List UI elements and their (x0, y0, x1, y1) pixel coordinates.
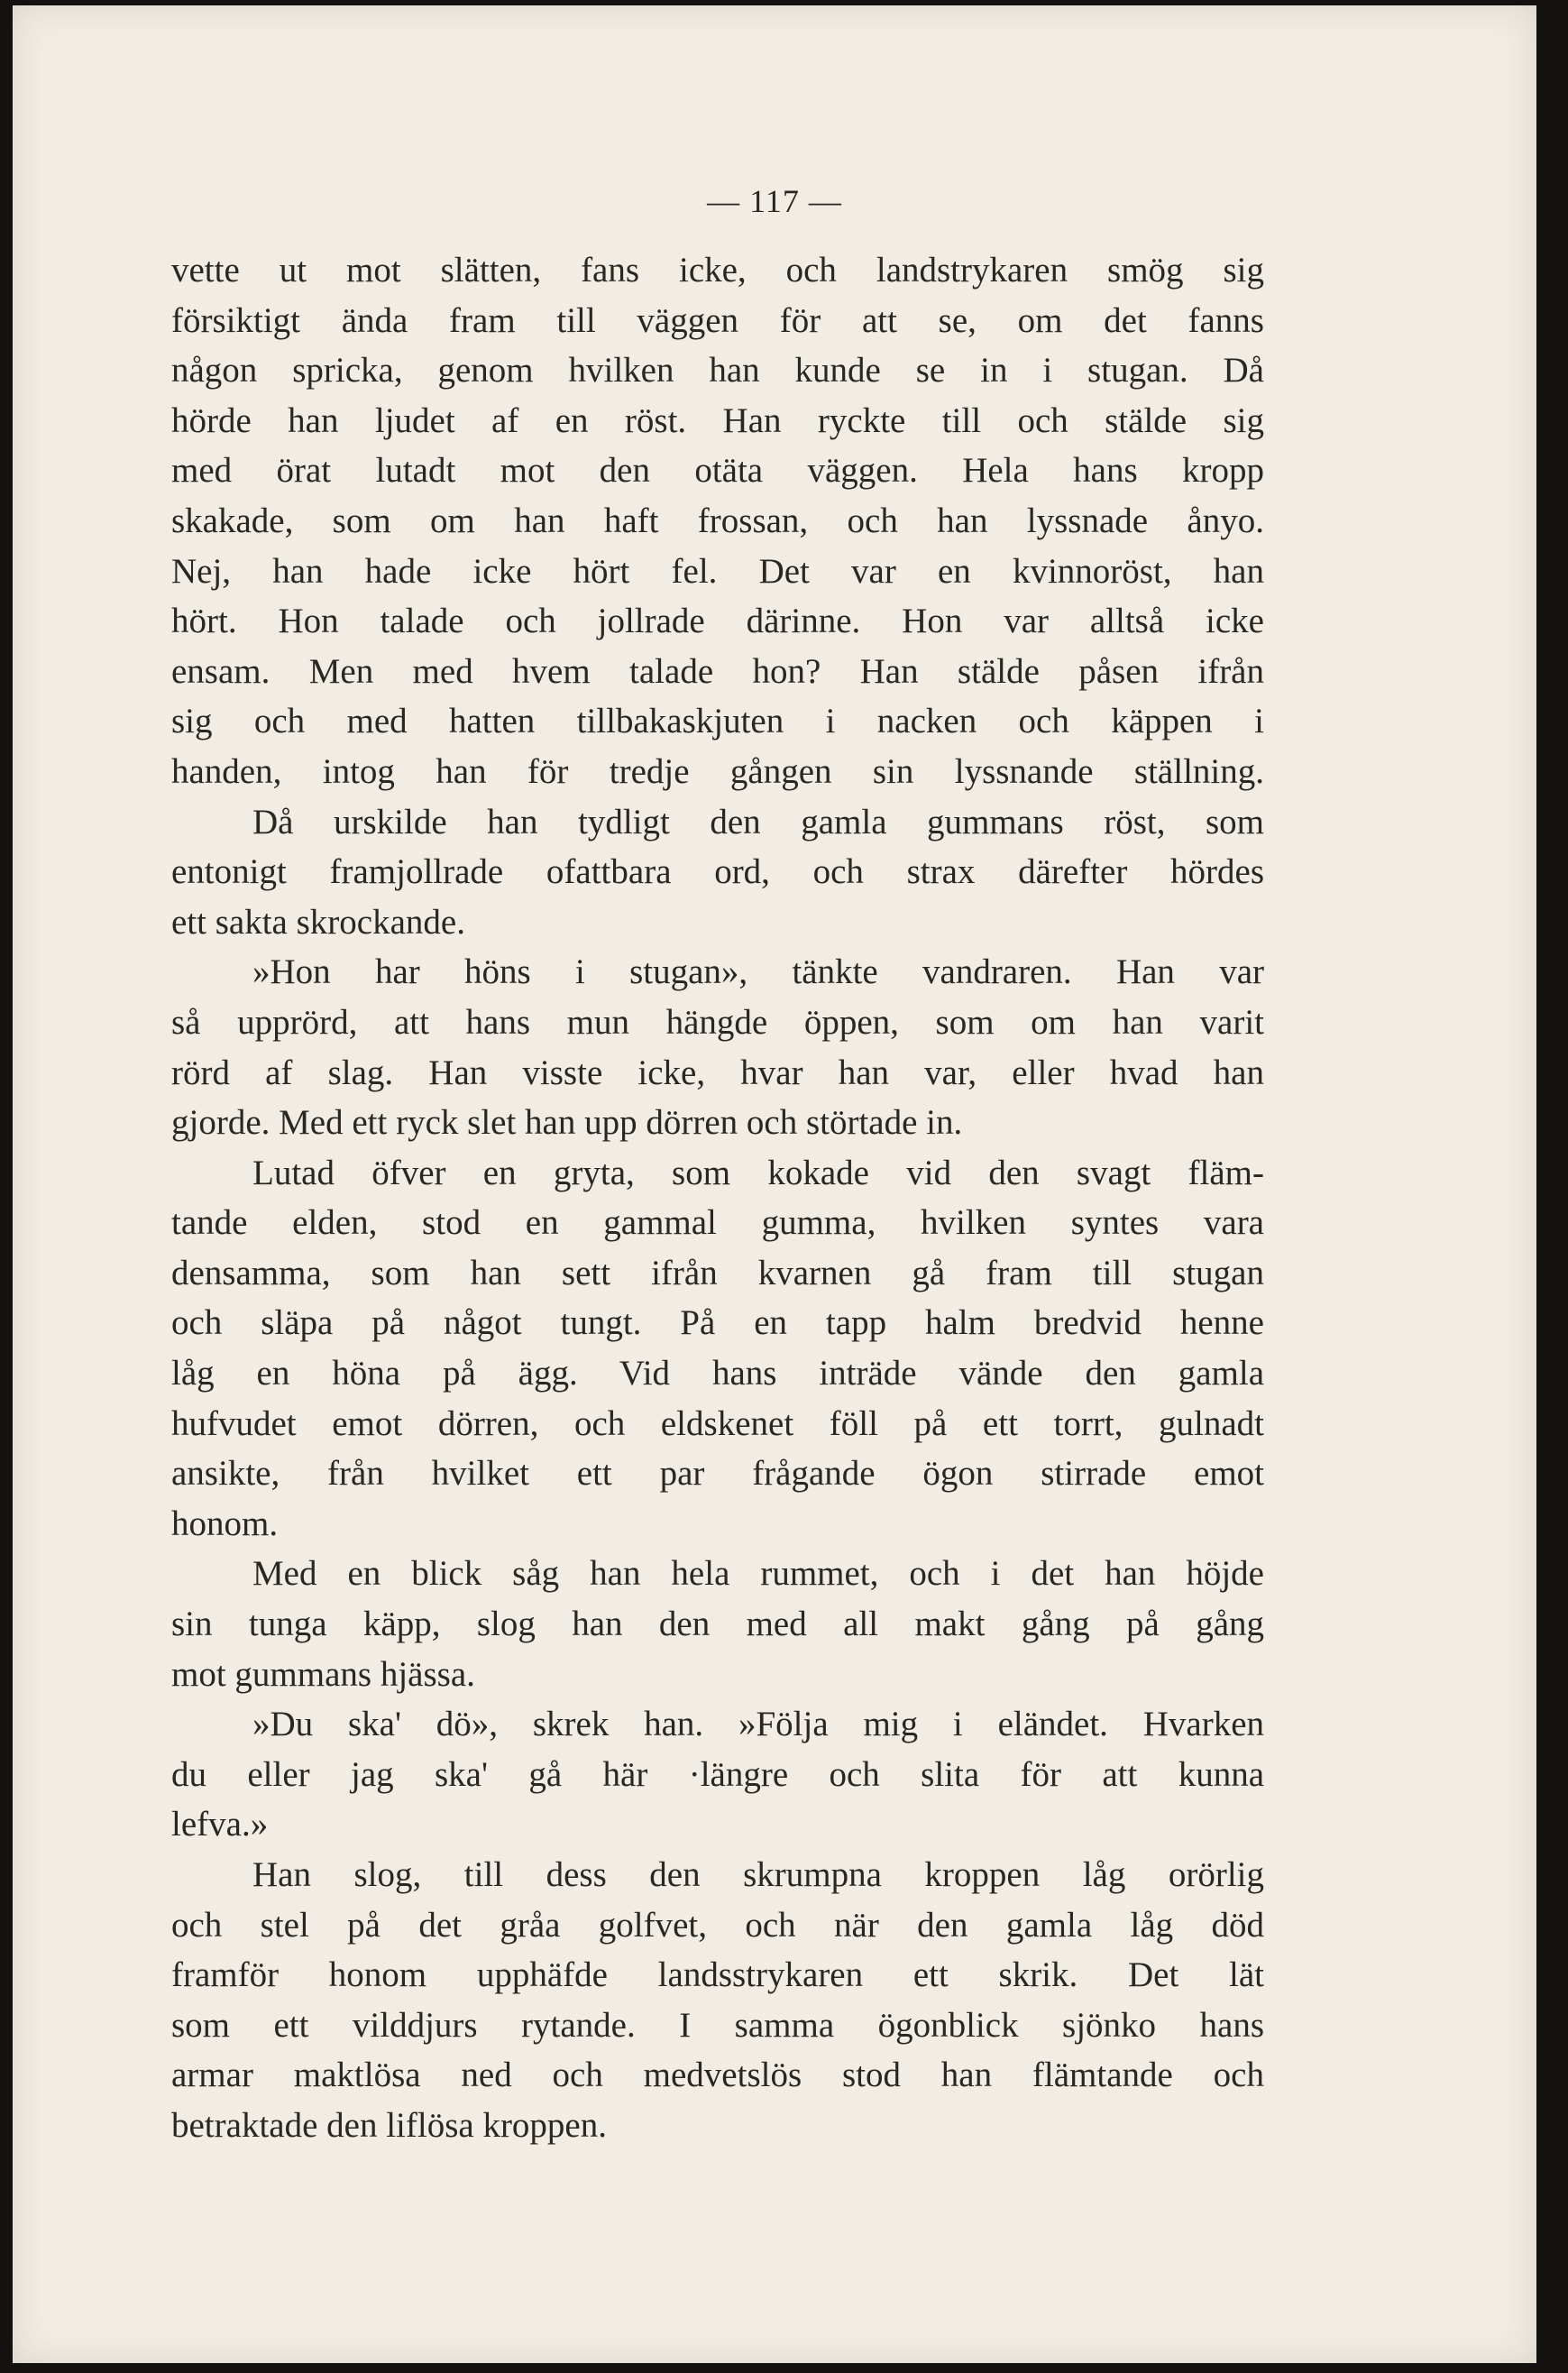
text-line: Han slog, till dess den skrumpna kroppen låg orörlig (252, 1855, 1264, 1894)
text-line: ansikte, från hvilket ett par frågande ögon stirrade emot (171, 1454, 1264, 1494)
body-text (171, 245, 1264, 2151)
text-line: framför honom upphäfde landsstrykaren ett skrik. Det lät (171, 1955, 1264, 1995)
text-line: entonigt framjollrade ofattbara ord, och strax därefter hördes (171, 852, 1264, 892)
text-line: lefva.» (171, 1805, 269, 1844)
text-line: Lutad öfver en gryta, som kokade vid den svagt fläm- (252, 1153, 1264, 1192)
text-line: ensam. Men med hvem talade hon? Han stälde påsen ifrån (171, 651, 1264, 691)
text-line: Nej, han hade icke hört fel. Det var en kvinnoröst, han (171, 551, 1264, 591)
text-line: med örat lutadt mot den otäta väggen. Hela hans kropp (171, 451, 1264, 491)
text-line: sin tunga käpp, slog han den med all makt gång på gång (171, 1605, 1264, 1644)
text-line: vette ut mot slätten, fans icke, och landstrykaren smög sig (171, 251, 1264, 290)
page-number: — 117 — (707, 183, 842, 219)
text-line: betraktade den liflösa kroppen. (171, 2105, 607, 2145)
text-line: honom. (171, 1504, 279, 1543)
text-line: »Hon har höns i stugan», tänkte vandraren. Han var (252, 952, 1264, 992)
text-line: försiktigt ända fram till väggen för att se, om det fanns (171, 300, 1264, 340)
text-line: skakade, som om han haft frossan, och han lyssnade ånyo. (171, 501, 1264, 540)
text-line: handen, intog han för tredje gången sin lyssnande ställning. (171, 751, 1264, 791)
text-line: du eller jag ska' gå här ·längre och slita för att kunna (171, 1754, 1264, 1794)
text-line: mot gummans hjässa. (171, 1654, 475, 1694)
text-line: hufvudet emot dörren, och eldskenet föll på ett torrt, gulnadt (171, 1403, 1264, 1443)
text-line: hört. Hon talade och jollrade därinne. Hon var alltså icke (171, 602, 1264, 641)
text-line: rörd af slag. Han visste icke, hvar han var, eller hvad han (171, 1053, 1264, 1092)
text-line: någon spricka, genom hvilken han kunde se in i stugan. Då (171, 351, 1264, 391)
text-line: som ett vilddjurs rytande. I samma ögonblick sjönko hans (171, 2005, 1264, 2045)
text-line: tande elden, stod en gammal gumma, hvilken syntes vara (171, 1203, 1264, 1243)
text-line: så upprörd, att hans mun hängde öppen, som om han varit (171, 1002, 1264, 1042)
text-line: ett sakta skrockande. (171, 902, 465, 942)
text-line: sig och med hatten tillbakaskjuten i nacken och käppen i (171, 702, 1264, 741)
text-line: armar maktlösa ned och medvetslös stod han flämtande och (171, 2056, 1264, 2095)
text-line: Då urskilde han tydligt den gamla gummans röst, som (252, 802, 1264, 842)
book-page (13, 5, 1536, 2363)
text-line: densamma, som han sett ifrån kvarnen gå fram till stugan (171, 1253, 1264, 1292)
text-line: hörde han ljudet af en röst. Han ryckte till och stälde sig (171, 400, 1264, 440)
text-line: och släpa på något tungt. På en tapp halm bredvid henne (171, 1303, 1264, 1343)
text-line: »Du ska' dö», skrek han. »Följa mig i eländet. Hvarken (252, 1705, 1264, 1744)
text-line: och stel på det gråa golfvet, och när den gamla låg död (171, 1905, 1264, 1945)
text-line: Med en blick såg han hela rummet, och i det han höjde (252, 1554, 1264, 1594)
text-line: låg en höna på ägg. Vid hans inträde vände den gamla (171, 1354, 1264, 1393)
text-line: gjorde. Med ett ryck slet han upp dörren och störtade in. (171, 1103, 963, 1143)
